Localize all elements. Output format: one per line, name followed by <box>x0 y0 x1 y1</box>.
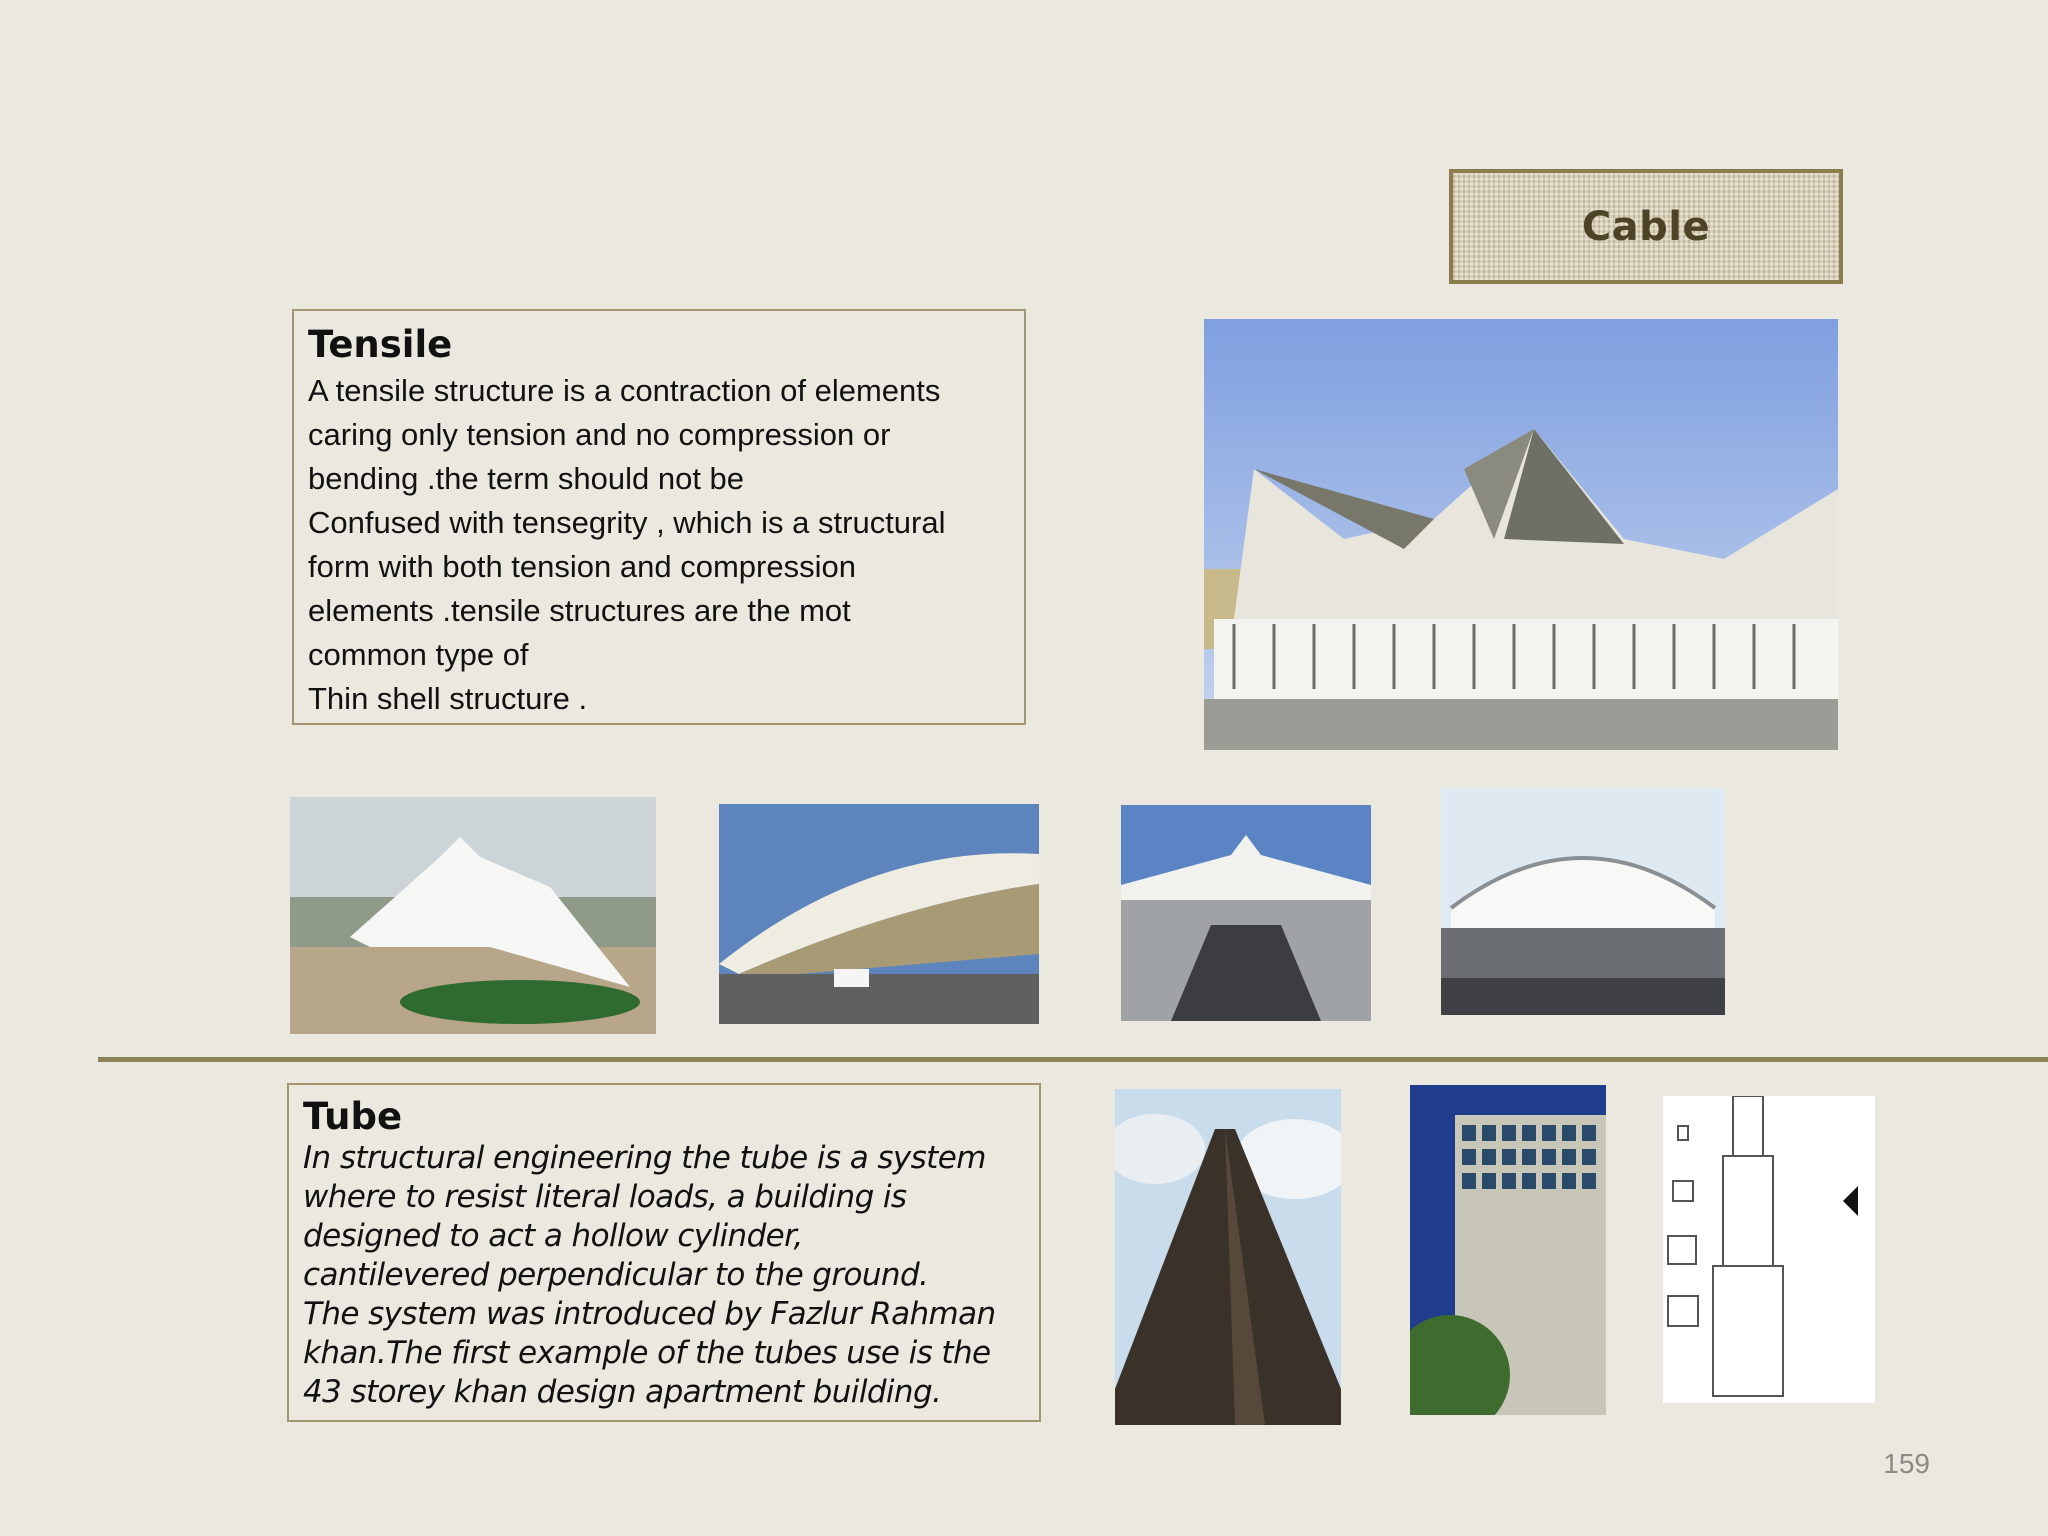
cable-label-box <box>1449 169 1843 284</box>
tube-diagram-image <box>1663 1096 1875 1403</box>
tensile-walkway-photo <box>1121 805 1371 1021</box>
section-divider <box>98 1057 2048 1062</box>
tensile-arch-photo <box>1441 788 1725 1015</box>
tensile-canopy-photo <box>1204 319 1838 750</box>
page-number: 159 <box>1883 1448 1930 1479</box>
tube-heading: Tube <box>303 1095 403 1138</box>
cable-label: Cable <box>1581 203 1711 250</box>
tube-building-photo <box>1410 1085 1606 1415</box>
tensile-tent-photo <box>290 797 656 1034</box>
tensile-heading: Tensile <box>308 323 453 366</box>
tensile-body: A tensile structure is a contraction of elements caring only tension and no compression or bending .the term should not be Confused with tensegrity , which is a structural form with both tension and compression elements .tensile structures are the mot common type of Thin shell structure . <box>308 373 946 716</box>
tensile-shell-photo <box>719 804 1039 1024</box>
tube-tower-photo <box>1115 1089 1341 1425</box>
tube-text-panel <box>287 1083 1041 1422</box>
tube-body: In structural engineering the tube is a system where to resist literal loads, a building is designed to act a hollow cylinder, cantilevered perpendicular to the ground. The system was introduced by Fazlur Rahman khan.The first example of the tubes use is the 43 storey khan design apartment building. <box>303 1140 996 1410</box>
tensile-text-panel <box>292 309 1026 725</box>
